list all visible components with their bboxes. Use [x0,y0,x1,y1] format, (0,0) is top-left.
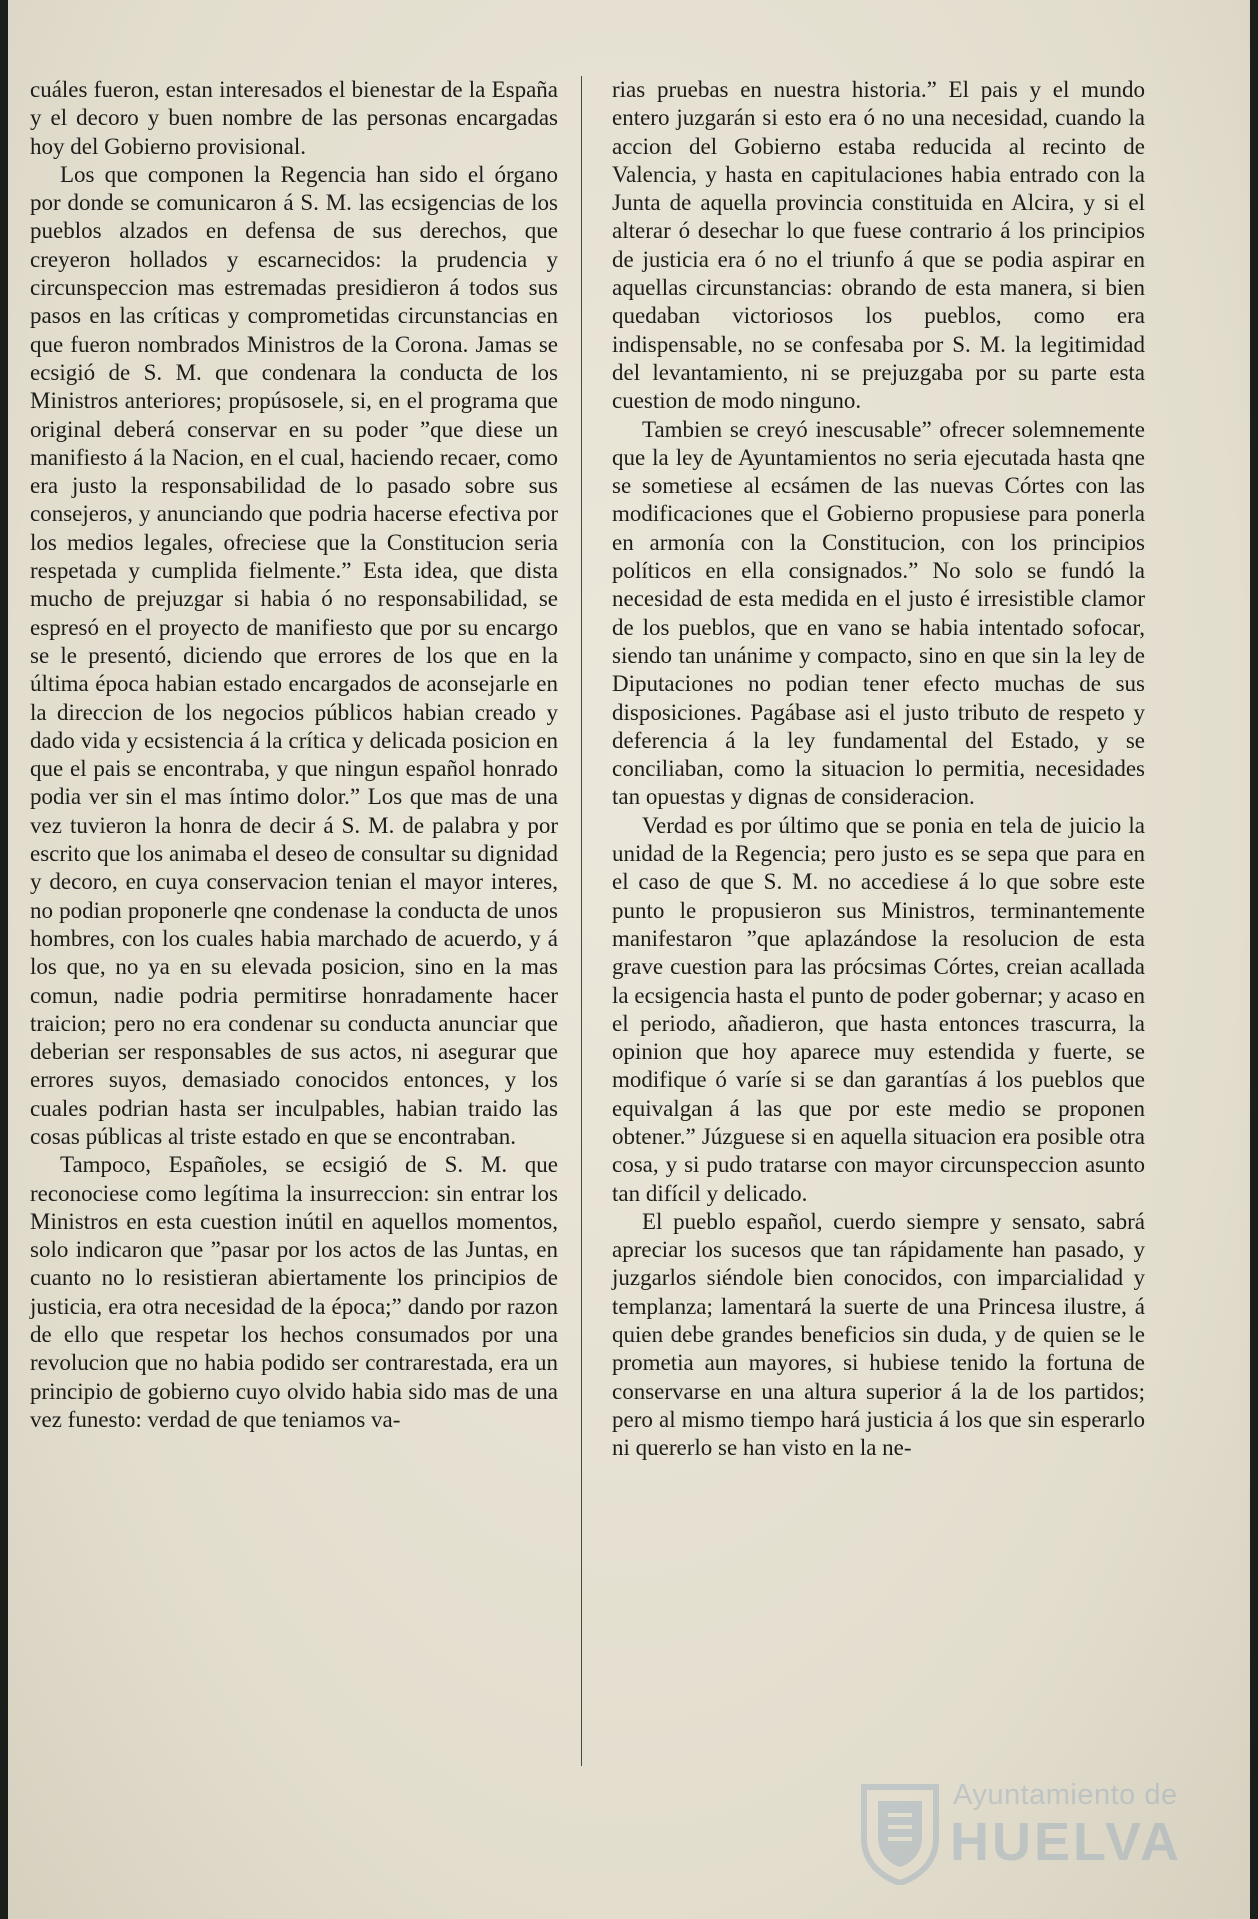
paragraph: Tampoco, Españoles, se ecsigió de S. M. que reconociese como legítima la insurreccion: sin entrar los Ministros en esta cuestion inútil en aquellos momentos, solo indicaron que ”pasar por los actos de las Juntas, en cuanto no lo resistieran abiertamente los principios de justicia, era otra necesidad de la época;” dando por razon de ello que respetar los hechos consumados por una revolucion que no habia podido ser contrarestada, era un principio de gobierno cuyo olvido habia sido mas de una vez funesto: verdad de que teniamos va- [30,1152,558,1432]
column-divider [581,76,582,1766]
left-column [30,76,558,1434]
right-column [612,76,1145,1463]
paragraph: Los que componen la Regencia han sido el órgano por donde se comunicaron á S. M. las ecsigencias de los pueblos alzados en defensa de sus derechos, que creyeron hollados y escarnecidos: la prudencia y circunspeccion mas estremadas presidieron á todos sus pasos en las críticas y comprometidas circunstancias en que fueron nombrados Ministros de la Corona. Jamas se ecsigió de S. M. que condenara la conducta de los Ministros anteriores; propúsosele, si, en el programa que original deberá conservar en su poder ”que diese un manifiesto á la Nacion, en el cual, haciendo recaer, como era justo la responsabilidad de lo pasado sobre sus consejeros, y anunciando que podria hacerse efectiva por los medios legales, ofreciese que la Constitucion seria respetada y cumplida fielmente.” Esta idea, que dista mucho de prejuzgar si habia ó no responsabilidad, se espresó en el proyecto de manifiesto que por su encargo se le presentó, diciendo que errores de los que en la última época habian estado encargados de aconsejarle en la direccion de los negocios públicos habian creado y dado vida y ecsistencia á la crítica y delicada posicion en que el pais se encontraba, y que ningun español honrado podia ver sin el mas íntimo dolor.” Los que mas de una vez tuvieron la honra de decir á S. M. de palabra y por escrito que los animaba el deseo de consultar su dignidad y decoro, en cuya conservacion tenian el mayor interes, no podian proponerle qne condenase la conducta de unos hombres, con los cuales habia marchado de acuerdo, y á los que, no ya en su elevada posicion, sino en la mas comun, nadie podria permitirse honradamente hacer traicion; pero no era condenar su conducta anunciar que deberian ser responsables de sus actos, ni asegurar que errores suyos, demasiado conocidos entonces, y los cuales podrian hasta ser inculpables, habian traido las cosas públicas al triste estado en que se encontraban. [30,161,558,1149]
paragraph: cuáles fueron, estan interesados el bienestar de la España y el decoro y buen nombre de las personas encargadas hoy del Gobierno provisional. [30,77,558,159]
watermark-line2: HUELVA [950,1812,1182,1872]
newspaper-page [8,0,1250,1919]
coat-of-arms-icon [858,1781,942,1885]
paragraph: rias pruebas en nuestra historia.” El pais y el mundo entero juzgarán si esto era ó no una necesidad, cuando la accion del Gobierno estaba reducida al recinto de Valencia, y hasta en capitulaciones habia entrado con la Junta de aquella provincia constituida en Alcira, y si el alterar ó desechar lo que fuese contrario á los principios de justicia era ó no el triunfo á que se podia aspirar en aquellas circunstancias: obrando de esta manera, si bien quedaban victoriosos los pueblos, como era indispensable, no se confesaba por S. M. la legitimidad del levantamiento, ni se prejuzgaba por su parte esta cuestion de modo ninguno. [612,77,1145,414]
paragraph: Tambien se creyó inescusable” ofrecer solemnemente que la ley de Ayuntamientos no seria ejecutada hasta qne se sometiese al ecsámen de las nuevas Córtes con las modificaciones que el Gobierno propusiese para ponerla en armonía con la Constitucion, con los principios políticos en ella consignados.” No solo se fundó la necesidad de esta medida en el justo é irresistible clamor de los pueblos, que en vano se habia intentado sofocar, siendo tan unánime y compacto, sino en que sin la ley de Diputaciones no podian tener efecto muchas de sus disposiciones. Pagábase asi el justo tributo de respeto y deferencia á la ley fundamental del Estado, y se conciliaban, como la situacion lo permitia, necesidades tan opuestas y dignas de consideracion. [612,416,1145,810]
paragraph: El pueblo español, cuerdo siempre y sensato, sabrá apreciar los sucesos que tan rápidamente han pasado, y juzgarlos siéndole bien conocidos, con imparcialidad y templanza; lamentará la suerte de una Princesa ilustre, á quien debe grandes beneficios sin duda, y de quien se le prometia aun mayores, si hubiese tenido la fortuna de conservarse en una altura superior á la de los partidos; pero al mismo tiempo hará justicia á los que sin esperarlo ni quererlo se han visto en la ne- [612,1208,1145,1461]
watermark-line1: Ayuntamiento de [953,1779,1178,1811]
paragraph: Verdad es por último que se ponia en tela de juicio la unidad de la Regencia; pero justo es se sepa que para en el caso de que S. M. no accediese á lo que sobre este punto le propusieron sus Ministros, terminantemente manifestaron ”que aplazándose la resolucion de esta grave cuestion para las prócsimas Córtes, creian acallada la ecsigencia hasta el punto de poder gobernar; y acaso en el periodo, añadieron, que hasta entonces trascurra, la opinion que hoy aparece muy estendida y fuerte, se modifique ó varíe si se dan garantías á los pueblos que equivalgan á las que por este medio se proponen obtener.” Júzguese si en aquella situacion era posible otra cosa, y si pudo tratarse con mayor circunspeccion asunto tan difícil y delicado. [612,812,1145,1206]
watermark [858,1775,1188,1890]
